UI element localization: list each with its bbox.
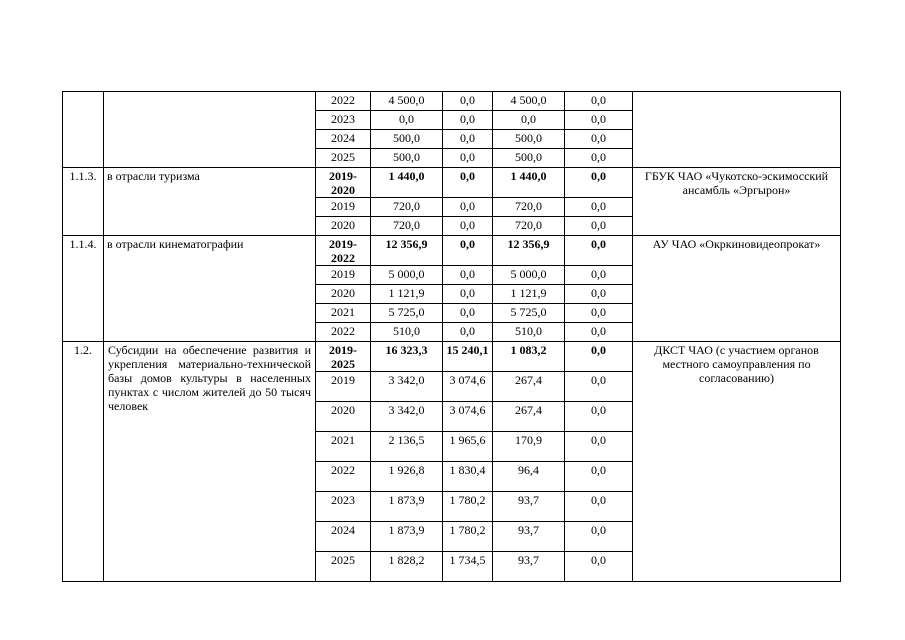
- federal-cell: 0,0: [443, 130, 493, 149]
- federal-cell: 1 780,2: [443, 522, 493, 552]
- other-cell: 0,0: [565, 130, 633, 149]
- year-cell: 2022: [316, 462, 371, 492]
- other-cell: 0,0: [565, 285, 633, 304]
- total-cell: 3 342,0: [371, 402, 443, 432]
- regional-cell: 500,0: [493, 130, 565, 149]
- other-cell: 0,0: [565, 552, 633, 582]
- year-cell: 2023: [316, 111, 371, 130]
- other-cell: 0,0: [565, 432, 633, 462]
- other-cell: 0,0: [565, 266, 633, 285]
- federal-cell: 1 830,4: [443, 462, 493, 492]
- federal-cell: 3 074,6: [443, 402, 493, 432]
- total-cell: 1 926,8: [371, 462, 443, 492]
- row-name-cell: в отрасли туризма: [104, 168, 316, 236]
- regional-cell: 720,0: [493, 198, 565, 217]
- regional-cell: 500,0: [493, 149, 565, 168]
- other-cell: 0,0: [565, 92, 633, 111]
- total-cell: 2 136,5: [371, 432, 443, 462]
- regional-cell: 510,0: [493, 323, 565, 342]
- year-cell: 2019: [316, 372, 371, 402]
- total-cell: 1 828,2: [371, 552, 443, 582]
- year-cell: 2021: [316, 432, 371, 462]
- row-number-cell: 1.1.3.: [63, 168, 104, 236]
- row-number-cell: [63, 92, 104, 168]
- total-cell: 1 873,9: [371, 522, 443, 552]
- federal-cell: 1 965,6: [443, 432, 493, 462]
- year-cell: 2019: [316, 198, 371, 217]
- row-name-cell: Субсидии на обеспечение развития и укрепления материально-технической базы домов культуры в населенных пунктах с числом жителей до 50 тысяч человек: [104, 342, 316, 582]
- regional-cell: 12 356,9: [493, 236, 565, 266]
- row-name-cell: [104, 92, 316, 168]
- regional-cell: 1 440,0: [493, 168, 565, 198]
- total-cell: 1 873,9: [371, 492, 443, 522]
- responsible-cell: [633, 92, 841, 168]
- year-cell: 2019-2022: [316, 236, 371, 266]
- regional-cell: 1 121,9: [493, 285, 565, 304]
- year-cell: 2019-2025: [316, 342, 371, 372]
- total-cell: 4 500,0: [371, 92, 443, 111]
- year-cell: 2019-2020: [316, 168, 371, 198]
- other-cell: 0,0: [565, 236, 633, 266]
- other-cell: 0,0: [565, 217, 633, 236]
- regional-cell: 5 000,0: [493, 266, 565, 285]
- regional-cell: 96,4: [493, 462, 565, 492]
- responsible-cell: ГБУК ЧАО «Чукотско-эскимосский ансамбль «Эргырон»: [633, 168, 841, 236]
- regional-cell: 0,0: [493, 111, 565, 130]
- other-cell: 0,0: [565, 492, 633, 522]
- total-cell: 5 000,0: [371, 266, 443, 285]
- federal-cell: 1 780,2: [443, 492, 493, 522]
- other-cell: 0,0: [565, 168, 633, 198]
- other-cell: 0,0: [565, 304, 633, 323]
- regional-cell: 170,9: [493, 432, 565, 462]
- row-name-cell: в отрасли кинематографии: [104, 236, 316, 342]
- other-cell: 0,0: [565, 342, 633, 372]
- total-cell: 510,0: [371, 323, 443, 342]
- total-cell: 500,0: [371, 149, 443, 168]
- total-cell: 1 440,0: [371, 168, 443, 198]
- regional-cell: 5 725,0: [493, 304, 565, 323]
- regional-cell: 267,4: [493, 402, 565, 432]
- other-cell: 0,0: [565, 149, 633, 168]
- total-cell: 12 356,9: [371, 236, 443, 266]
- federal-cell: 3 074,6: [443, 372, 493, 402]
- regional-cell: 4 500,0: [493, 92, 565, 111]
- other-cell: 0,0: [565, 402, 633, 432]
- other-cell: 0,0: [565, 323, 633, 342]
- regional-cell: 267,4: [493, 372, 565, 402]
- federal-cell: 0,0: [443, 198, 493, 217]
- total-cell: 5 725,0: [371, 304, 443, 323]
- year-cell: 2025: [316, 552, 371, 582]
- responsible-cell: АУ ЧАО «Окркиновидеопрокат»: [633, 236, 841, 342]
- year-cell: 2025: [316, 149, 371, 168]
- other-cell: 0,0: [565, 462, 633, 492]
- year-cell: 2021: [316, 304, 371, 323]
- federal-cell: 0,0: [443, 168, 493, 198]
- responsible-cell: ДКСТ ЧАО (с участием органов местного самоуправления по согласованию): [633, 342, 841, 582]
- year-cell: 2020: [316, 217, 371, 236]
- other-cell: 0,0: [565, 111, 633, 130]
- regional-cell: 93,7: [493, 492, 565, 522]
- row-number-cell: 1.2.: [63, 342, 104, 582]
- year-cell: 2023: [316, 492, 371, 522]
- year-cell: 2020: [316, 285, 371, 304]
- other-cell: 0,0: [565, 198, 633, 217]
- regional-cell: 93,7: [493, 552, 565, 582]
- year-cell: 2024: [316, 130, 371, 149]
- federal-cell: 0,0: [443, 217, 493, 236]
- federal-cell: 0,0: [443, 111, 493, 130]
- federal-cell: 0,0: [443, 323, 493, 342]
- year-cell: 2022: [316, 323, 371, 342]
- row-number-cell: 1.1.4.: [63, 236, 104, 342]
- federal-cell: 0,0: [443, 304, 493, 323]
- regional-cell: 720,0: [493, 217, 565, 236]
- regional-cell: 93,7: [493, 522, 565, 552]
- year-cell: 2019: [316, 266, 371, 285]
- regional-cell: 1 083,2: [493, 342, 565, 372]
- total-cell: 720,0: [371, 198, 443, 217]
- year-cell: 2020: [316, 402, 371, 432]
- other-cell: 0,0: [565, 522, 633, 552]
- table-row: [63, 92, 841, 111]
- total-cell: 16 323,3: [371, 342, 443, 372]
- other-cell: 0,0: [565, 372, 633, 402]
- federal-cell: 0,0: [443, 236, 493, 266]
- total-cell: 3 342,0: [371, 372, 443, 402]
- year-cell: 2022: [316, 92, 371, 111]
- total-cell: 720,0: [371, 217, 443, 236]
- total-cell: 1 121,9: [371, 285, 443, 304]
- table-row: [63, 168, 841, 198]
- federal-cell: 15 240,1: [443, 342, 493, 372]
- total-cell: 500,0: [371, 130, 443, 149]
- table-row: [63, 342, 841, 372]
- federal-cell: 1 734,5: [443, 552, 493, 582]
- budget-table: [62, 91, 841, 582]
- federal-cell: 0,0: [443, 266, 493, 285]
- federal-cell: 0,0: [443, 92, 493, 111]
- table-row: [63, 236, 841, 266]
- year-cell: 2024: [316, 522, 371, 552]
- federal-cell: 0,0: [443, 285, 493, 304]
- federal-cell: 0,0: [443, 149, 493, 168]
- total-cell: 0,0: [371, 111, 443, 130]
